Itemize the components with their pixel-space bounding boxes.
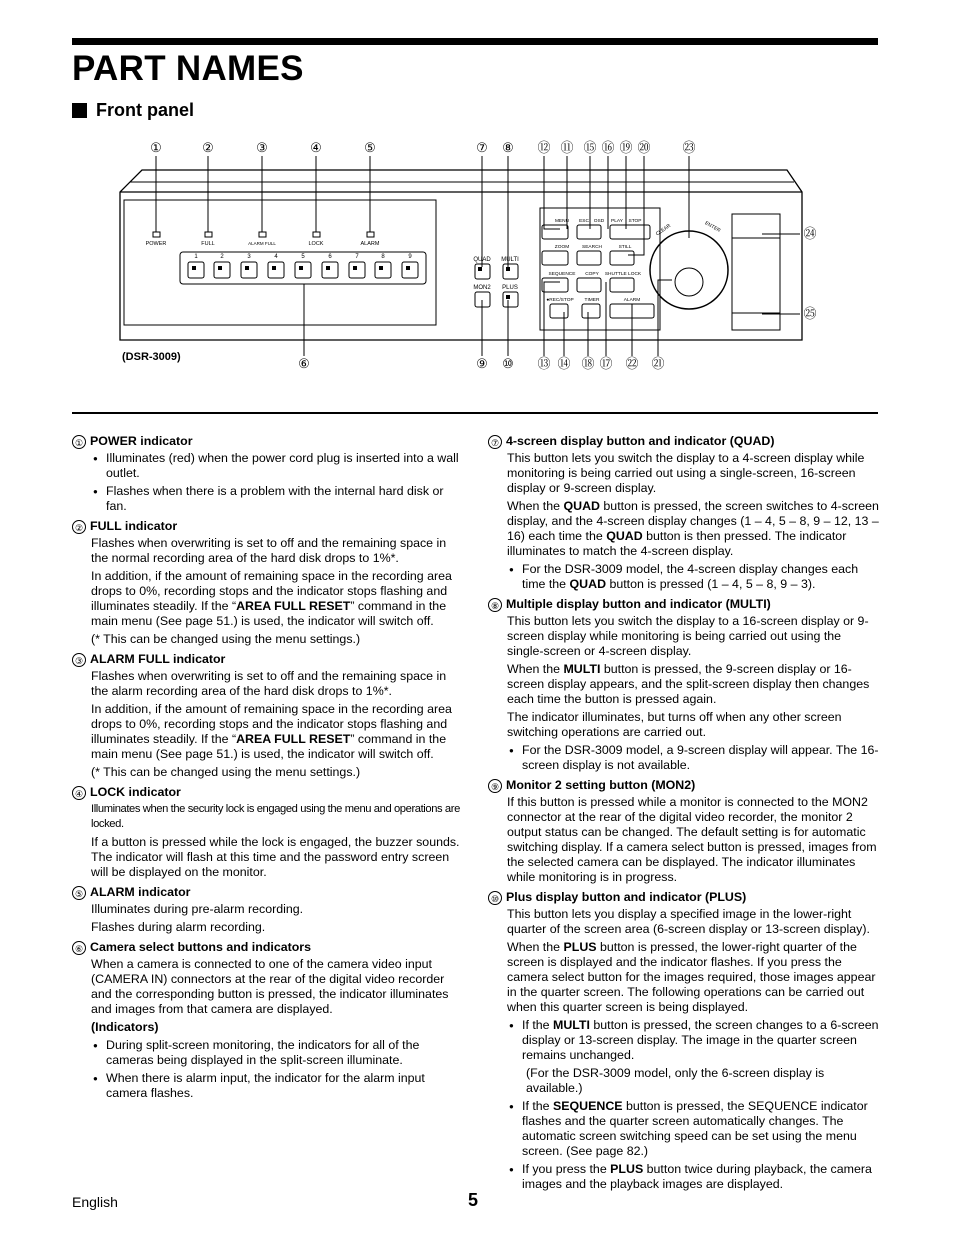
panel-label-multi: MULTI: [501, 257, 519, 263]
panel-label-still: STILL: [618, 245, 632, 250]
callout-16: ⑯: [601, 140, 615, 155]
paragraph: In addition, if the amount of remaining space in the recording area drops to 0%, recording stops and the indicator stops flashing and illuminates steadily. If the “AREA FULL RESET” command in the main menu (See page 51.) is used, the indicator will switch off.: [91, 702, 452, 761]
paragraph: If a button is pressed while the lock is engaged, the buzzer sounds. The indicator will flash at this time and the password entry screen will be displayed on the monitor.: [91, 835, 460, 879]
paragraph: Illuminates when the security lock is engaged using the menu and operations are locked.: [91, 803, 460, 830]
panel-label-power: POWER: [145, 241, 167, 247]
paragraph: The indicator illuminates, but turns off when any other screen switching operations are carried out.: [507, 710, 842, 739]
part-number: ④: [72, 786, 86, 800]
part-heading: ③ ALARM FULL indicator: [72, 652, 462, 667]
part-number: ②: [72, 520, 86, 534]
section-rule: [72, 412, 878, 414]
part-entry: [72, 652, 462, 780]
cam-label: 4: [274, 254, 278, 260]
panel-label-osd: OSD: [593, 219, 605, 224]
callout-24: ㉔: [803, 226, 817, 241]
cam-label: 7: [355, 254, 359, 260]
paragraph: Flashes during alarm recording.: [91, 920, 266, 934]
model-label: (DSR-3009): [122, 351, 181, 363]
page-title: PART NAMES: [72, 49, 304, 88]
part-heading: ④ LOCK indicator: [72, 785, 462, 800]
part-entry: [72, 519, 462, 647]
bullet-item: ● If you press the PLUS button twice during playback, the camera images and the playback images are displayed.: [507, 1162, 880, 1192]
bullet-item: ● When there is alarm input, the indicator for the alarm input camera flashes.: [91, 1071, 462, 1101]
callout-20: ⑳: [637, 140, 651, 155]
paragraph: This button lets you display a specified image in the lower-right quarter of the screen area (6-screen display or 13-screen display).: [507, 907, 870, 936]
panel-label-enter: ENTER: [703, 220, 722, 234]
callout-18: ⑱: [581, 356, 595, 371]
callout-13: ⑬: [537, 356, 551, 371]
part-heading: ⑩ Plus display button and indicator (PLUS): [488, 890, 880, 905]
left-column: [72, 434, 462, 1106]
paragraph: When a camera is connected to one of the camera video input (CAMERA IN) connectors at the rear of the digital video recorder and the corresponding button is pressed, the indicator illuminates and images from that camera are displayed.: [91, 957, 449, 1016]
panel-label-lock: LOCK: [308, 241, 324, 247]
panel-label-zoom: ZOOM: [554, 245, 570, 250]
callout-5: ⑤: [364, 140, 376, 155]
paragraph: When the PLUS button is pressed, the lower-right quarter of the screen is displayed and the indicator flashes. If you press the camera select button for the images required, those images appear in the quarter screen. The following operations can be carried out when this quarter screen is being displayed.: [507, 940, 876, 1014]
panel-label-esc: ESC: [579, 219, 589, 224]
cam-label: 8: [381, 254, 385, 260]
paragraph: This button lets you switch the display to a 16-screen display or 9-screen display while monitoring is being carried out using the single-screen or 4-screen display.: [507, 614, 869, 658]
top-rule: [72, 38, 878, 45]
panel-label-timer: TIMER: [584, 298, 600, 303]
page-number: 5: [468, 1190, 479, 1210]
part-entry: [72, 785, 462, 880]
panel-label-search: SEARCH: [582, 245, 602, 250]
bullet-item: ● Illuminates (red) when the power cord plug is inserted into a wall outlet.: [91, 451, 462, 481]
cam-label: 2: [220, 254, 224, 260]
panel-label-full: FULL: [201, 241, 215, 247]
callout-7: ⑦: [476, 140, 488, 155]
section-title: Front panel: [96, 100, 194, 120]
bullet-item: ● If the MULTI button is pressed, the screen changes to a 6-screen display or 13-screen display. The image in the quarter screen remains unchanged.: [507, 1018, 880, 1063]
callout-11: ⑪: [560, 140, 574, 155]
panel-label-rec-stop: ●REC/STOP: [546, 298, 574, 303]
paragraph: This button lets you switch the display to a 4-screen display while monitoring is being carried out using a single-screen, 16-screen display or 9-screen display.: [507, 451, 865, 495]
part-number: ③: [72, 653, 86, 667]
callout-21: ㉑: [651, 356, 665, 371]
callout-8: ⑧: [502, 140, 514, 155]
paragraph: (* This can be changed using the menu settings.): [91, 765, 361, 779]
part-number: ⑨: [488, 779, 502, 793]
callout-4: ④: [310, 140, 322, 155]
part-heading: ⑧ Multiple display button and indicator (MULTI): [488, 597, 880, 612]
part-heading: ⑨ Monitor 2 setting button (MON2): [488, 778, 880, 793]
paragraph: (* This can be changed using the menu settings.): [91, 632, 361, 646]
part-entry: [72, 940, 462, 1101]
callout-9: ⑨: [476, 356, 488, 371]
callout-3: ③: [256, 140, 268, 155]
part-number: ⑤: [72, 886, 86, 900]
part-heading: ⑤ ALARM indicator: [72, 885, 462, 900]
part-heading: ② FULL indicator: [72, 519, 462, 534]
section-square-icon: [72, 103, 87, 118]
front-panel-diagram: [72, 130, 878, 385]
callout-23: ㉓: [682, 140, 696, 155]
panel-label-stop: STOP: [628, 219, 642, 224]
paragraph: Flashes when overwriting is set to off and the remaining space in the alarm recording area of the hard disk drops to 1%*.: [91, 669, 447, 698]
part-entry: [488, 597, 880, 773]
panel-label-clear: CLEAR: [654, 222, 672, 238]
bullet-item: ● For the DSR-3009 model, the 4-screen display changes each time the QUAD button is pressed (1 – 4, 5 – 8, 9 – 3).: [507, 562, 880, 592]
panel-label-menu: MENU: [554, 219, 570, 224]
callout-6: ⑥: [298, 356, 310, 371]
subheading: (Indicators): [91, 1020, 159, 1034]
bullet-item: ● For the DSR-3009 model, a 9-screen display will appear. The 16-screen display is not available.: [507, 743, 880, 773]
part-number: ⑩: [488, 891, 502, 905]
panel-label-mon2: MON2: [473, 285, 491, 291]
part-entry: [72, 434, 462, 514]
panel-label-copy: COPY: [585, 272, 599, 277]
part-entry: [488, 434, 880, 592]
callout-15: ⑮: [583, 140, 597, 155]
part-heading: ⑥ Camera select buttons and indicators: [72, 940, 462, 955]
cam-label: 1: [194, 254, 198, 260]
part-number: ⑥: [72, 941, 86, 955]
paragraph: When the QUAD button is pressed, the screen switches to 4-screen display, and the 4-screen display changes (1 – 4, 5 – 8, 9 – 12, 13 – 16) each time the QUAD button is then pressed. The indicator illuminates to match the 4-screen display.: [507, 499, 879, 558]
panel-label-alarm-switch: ALARM: [623, 298, 641, 303]
right-column: [488, 434, 880, 1197]
part-number: ①: [72, 435, 86, 449]
callout-14: ⑭: [557, 356, 571, 371]
part-entry: [488, 890, 880, 1192]
bullet-item: ● If the SEQUENCE button is pressed, the SEQUENCE indicator flashes and the quarter screen automatically changes. The automatic screen switching speed can be set using the menu screen. (See page 82.): [507, 1099, 880, 1159]
panel-label-alarm-full: ALARM FULL: [248, 241, 276, 246]
panel-label-sequence: SEQUENCE: [548, 272, 576, 277]
callout-19: ⑲: [619, 140, 633, 155]
part-heading: ① POWER indicator: [72, 434, 462, 449]
paragraph: (For the DSR-3009 model, only the 6-screen display is available.): [526, 1066, 825, 1095]
section-heading: [72, 100, 194, 121]
part-entry: [72, 885, 462, 935]
cam-label: 9: [408, 254, 412, 260]
bullet-item: ● Flashes when there is a problem with the internal hard disk or fan.: [91, 484, 462, 514]
callout-25: ㉕: [803, 306, 817, 321]
callout-2: ②: [202, 140, 214, 155]
callout-10: ⑩: [502, 356, 514, 371]
part-heading: ⑦ 4-screen display button and indicator (QUAD): [488, 434, 880, 449]
callout-17: ⑰: [599, 356, 613, 371]
panel-label-play: PLAY: [611, 219, 623, 224]
paragraph: In addition, if the amount of remaining space in the recording area drops to 0%, recording stops and the indicator stops flashing and illuminates steadily. If the “AREA FULL RESET” command in the main menu (See page 51.) is used, the indicator will switch off.: [91, 569, 452, 628]
panel-label-quad: QUAD: [473, 257, 491, 263]
paragraph: When the MULTI button is pressed, the 9-screen display or 16-screen display appears, and the split-screen display then changes each time the button is pressed again.: [507, 662, 870, 706]
footer-language: English: [72, 1194, 118, 1210]
part-entry: [488, 778, 880, 885]
panel-label-plus: PLUS: [502, 285, 518, 291]
part-number: ⑧: [488, 598, 502, 612]
paragraph: If this button is pressed while a monitor is connected to the MON2 connector at the rear of the digital video recorder, the monitor 2 output status can be changed. The default setting is for automatic switching display. If a camera select button is pressed, images from the selected camera can be displayed. The indicator illuminates while monitoring is in progress.: [507, 795, 877, 884]
paragraph: Illuminates during pre-alarm recording.: [91, 902, 304, 916]
panel-label-alarm: ALARM: [360, 241, 380, 247]
cam-label: 6: [328, 254, 332, 260]
panel-label-shuttle-lock: SHUTTLE LOCK: [604, 272, 642, 277]
paragraph: Flashes when overwriting is set to off and the remaining space in the normal recording area of the hard disk drops to 1%*.: [91, 536, 447, 565]
bullet-item: ● During split-screen monitoring, the indicators for all of the cameras being displayed in the split-screen illuminate.: [91, 1038, 462, 1068]
part-number: ⑦: [488, 435, 502, 449]
cam-label: 3: [247, 254, 251, 260]
callout-12: ⑫: [537, 140, 551, 155]
callout-1: ①: [150, 140, 162, 155]
cam-label: 5: [301, 254, 305, 260]
callout-22: ㉒: [625, 356, 639, 371]
